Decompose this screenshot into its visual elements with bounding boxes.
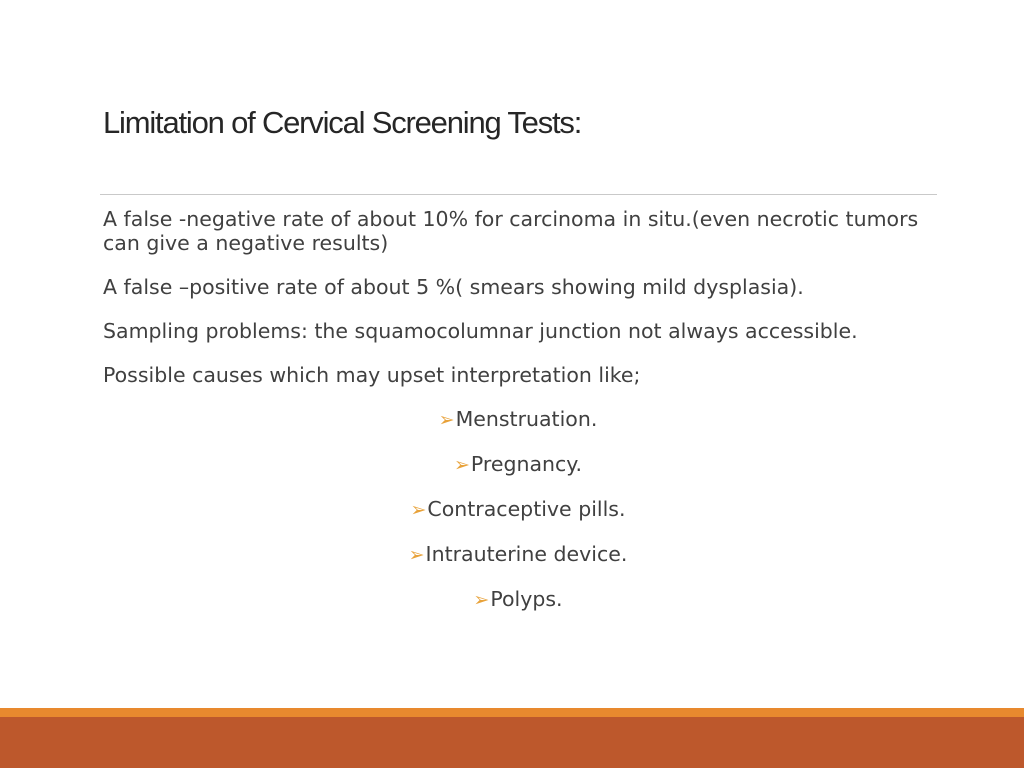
title-divider [100,194,937,195]
causes-bullet-list [103,407,933,612]
arrow-bullet-icon: ➢ [453,454,470,476]
arrow-bullet-icon: ➢ [410,499,427,521]
bullet-item-intrauterine-device [103,542,933,567]
paragraph-false-negative: A false -negative rate of about 10% for carcinoma in situ.(even necrotic tumors can give a negative results) [103,207,919,255]
arrow-bullet-icon: ➢ [438,409,455,431]
bullet-text: Pregnancy. [470,452,583,476]
arrow-bullet-icon: ➢ [408,544,425,566]
paragraph-sampling-problems: Sampling problems: the squamocolumnar junction not always accessible. [103,319,858,343]
footer-accent-stripe [0,708,1024,717]
slide-body [103,207,933,632]
bullet-text: Polyps. [490,587,563,611]
paragraph-possible-causes: Possible causes which may upset interpretation like; [103,363,641,387]
bullet-text: Contraceptive pills. [427,497,626,521]
bullet-item-contraceptive-pills [103,497,933,522]
bullet-item-menstruation [103,407,933,432]
bullet-text: Intrauterine device. [425,542,628,566]
arrow-bullet-icon: ➢ [473,589,490,611]
footer-bar [0,717,1024,768]
bullet-item-pregnancy [103,452,933,477]
slide-title: Limitation of Cervical Screening Tests: [103,105,582,140]
bullet-item-polyps [103,587,933,612]
bullet-text: Menstruation. [455,407,598,431]
paragraph-false-positive: A false –positive rate of about 5 %( smears showing mild dysplasia). [103,275,804,299]
